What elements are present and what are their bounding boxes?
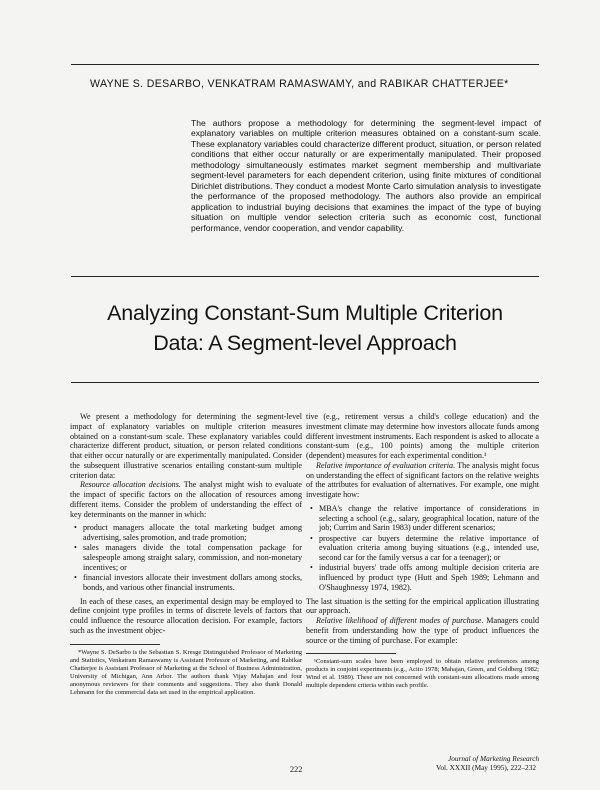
bullet-icon: • <box>74 543 77 553</box>
bullet-icon: • <box>74 573 77 582</box>
list-item: • product managers allocate the total marketing budget among advertising, sales promotion, and trade promotion; <box>74 523 302 542</box>
subhead-resource-allocation: Resource allocation decisions. <box>80 480 181 490</box>
footnote-rule <box>70 644 160 645</box>
bullet-icon: • <box>74 523 77 533</box>
bullet-icon: • <box>310 533 313 543</box>
journal-volume: Vol. XXXII (May 1995), 222–232 <box>436 762 536 772</box>
abstract: The authors propose a methodology for determining the segment-level impact of explanatory variables on multiple criterion measures obtained on a constant-sum scale. These explanatory variables could characterize different product, situation, or person related conditions that either occur naturally or are experimentally manipulated. Their proposed methodology simultaneously estimates market segment membership and multivariate segment-level parameters for each dependent criterion, using finite mixtures of conditional Dirichlet distributions. They conduct a modest Monte Carlo simulation analysis to investigate the performance of the proposed methodology. The authors also provide an empirical application to industrial buying decisions that examines the impact of the type of buying situation on multiple vendor selection criteria such as economic cost, functional performance, vendor cooperation, and vendor capability. <box>191 118 541 233</box>
list-item: • industrial buyers' trade offs among multiple decision criteria are influenced by product type (Hutt and Speh 1989; Lehmann and O'Shaughnessy 1974, 1982). <box>310 563 539 592</box>
footnote-rule <box>306 653 396 654</box>
title-line-2: Data: A Segment-level Approach <box>153 331 457 355</box>
title-line-1: Analyzing Constant-Sum Multiple Criterion <box>107 301 503 325</box>
subhead-purchase-modes: Relative likelihood of different modes of purchase. <box>316 616 484 625</box>
article-title <box>70 298 540 358</box>
page-number: 222 <box>290 765 303 774</box>
purchase-modes-paragraph: Relative likelihood of different modes of purchase. Managers could benefit from understanding how the type of product influences the source or the timing of purchase. For example: <box>306 616 539 645</box>
list-item: • MBA's change the relative importance of considerations in selecting a school (e.g., salary, geographical location, nature of the job; Currim and Sarin 1983) under different scenarios; <box>310 503 539 533</box>
title-top-rule <box>71 276 539 277</box>
list-item: • financial investors allocate their investment dollars among stocks, bonds, and various other financial instruments. <box>74 573 302 592</box>
evaluation-criteria-paragraph: Relative importance of evaluation criteria. The analysis might focus on understanding the effect of significant factors on the relative weights of the attributes for evaluation of alternatives. For example, one might investigate how: <box>306 460 540 499</box>
author-line: WAYNE S. DESARBO, VENKATRAM RAMASWAMY, and RABIKAR CHATTERJEE* <box>90 78 509 90</box>
setting-paragraph: The last situation is the setting for the empirical application illustrating our approach. <box>306 596 539 616</box>
journal-reference <box>436 755 539 772</box>
author-footnote: *Wayne S. DeSarbo is the Sebastian S. Kresge Distinguished Professor of Marketing and Statistics, Venkatram Ramaswamy is Assistant Professor of Marketing, and Rabikar Chatterjee is Assistant Professor of Marketing at the School of Business Administration, University of Michigan, Ann Arbor. The authors thank Vijay Mahajan and four anonymous reviewers for their comments and suggestions. They also thank Donald Lehmann for the commercial data set used in the empirical application. <box>70 648 302 696</box>
title-bottom-rule <box>71 382 539 383</box>
journal-name: Journal of Marketing Research <box>448 754 540 763</box>
evaluation-criteria-list <box>310 504 539 593</box>
bullet-icon: • <box>310 503 313 513</box>
bullet-icon: • <box>310 563 313 573</box>
right-column <box>306 412 539 690</box>
experimental-design-paragraph: In each of these cases, an experimental design may be employed to define conjoint type profiles in terms of discrete levels of factors that could influence the resource allocation decision. For example, factors such as the investment objec- <box>70 596 302 635</box>
list-item: • sales managers divide the total compensation package for salespeople among straight salary, commission, and non-monetary incentives; or <box>74 543 302 572</box>
list-item: • prospective car buyers determine the relative importance of evaluation criteria among buying situations (e.g., intended use, second car for the family versus a car for a teenager); or <box>310 533 539 562</box>
subhead-evaluation-criteria: Relative importance of evaluation criteria. <box>316 460 456 470</box>
top-rule <box>71 64 539 65</box>
continued-paragraph: tive (e.g., retirement versus a child's college education) and the investment climate may determine how investors allocate funds among different investment instruments. Each respondent is asked to allocate a constant-sum (e.g., 100 points) among the multiple criterion (dependent) measures for each experimental condition.¹ <box>306 412 539 460</box>
intro-paragraph: We present a methodology for determining the segment-level impact of explanatory variables on multiple criterion measures obtained on a constant-sum scale. These explanatory variables could characterize different product, situation, or person related conditions that either occur naturally or are experimentally manipulated. Consider the subsequent illustrative scenarios entailing constant-sum multiple criterion data: <box>70 412 302 480</box>
left-column <box>70 412 302 697</box>
resource-allocation-paragraph: Resource allocation decisions. The analyst might wish to evaluate the impact of specific factors on the allocation of resources among different items. Consider the problem of understanding the effect of key determinants on the manner in which: <box>70 480 303 519</box>
constant-sum-footnote: ¹Constant-sum scales have been employed to obtain relative preferences among products in conjoint experiments (e.g., Acito 1978; Mahajan, Green, and Goldberg 1982; Wind et al. 1989). These are not concerned with constant-sum allocations made among multiple dependent criteria within each profile. <box>306 658 539 690</box>
resource-allocation-list <box>74 523 302 592</box>
